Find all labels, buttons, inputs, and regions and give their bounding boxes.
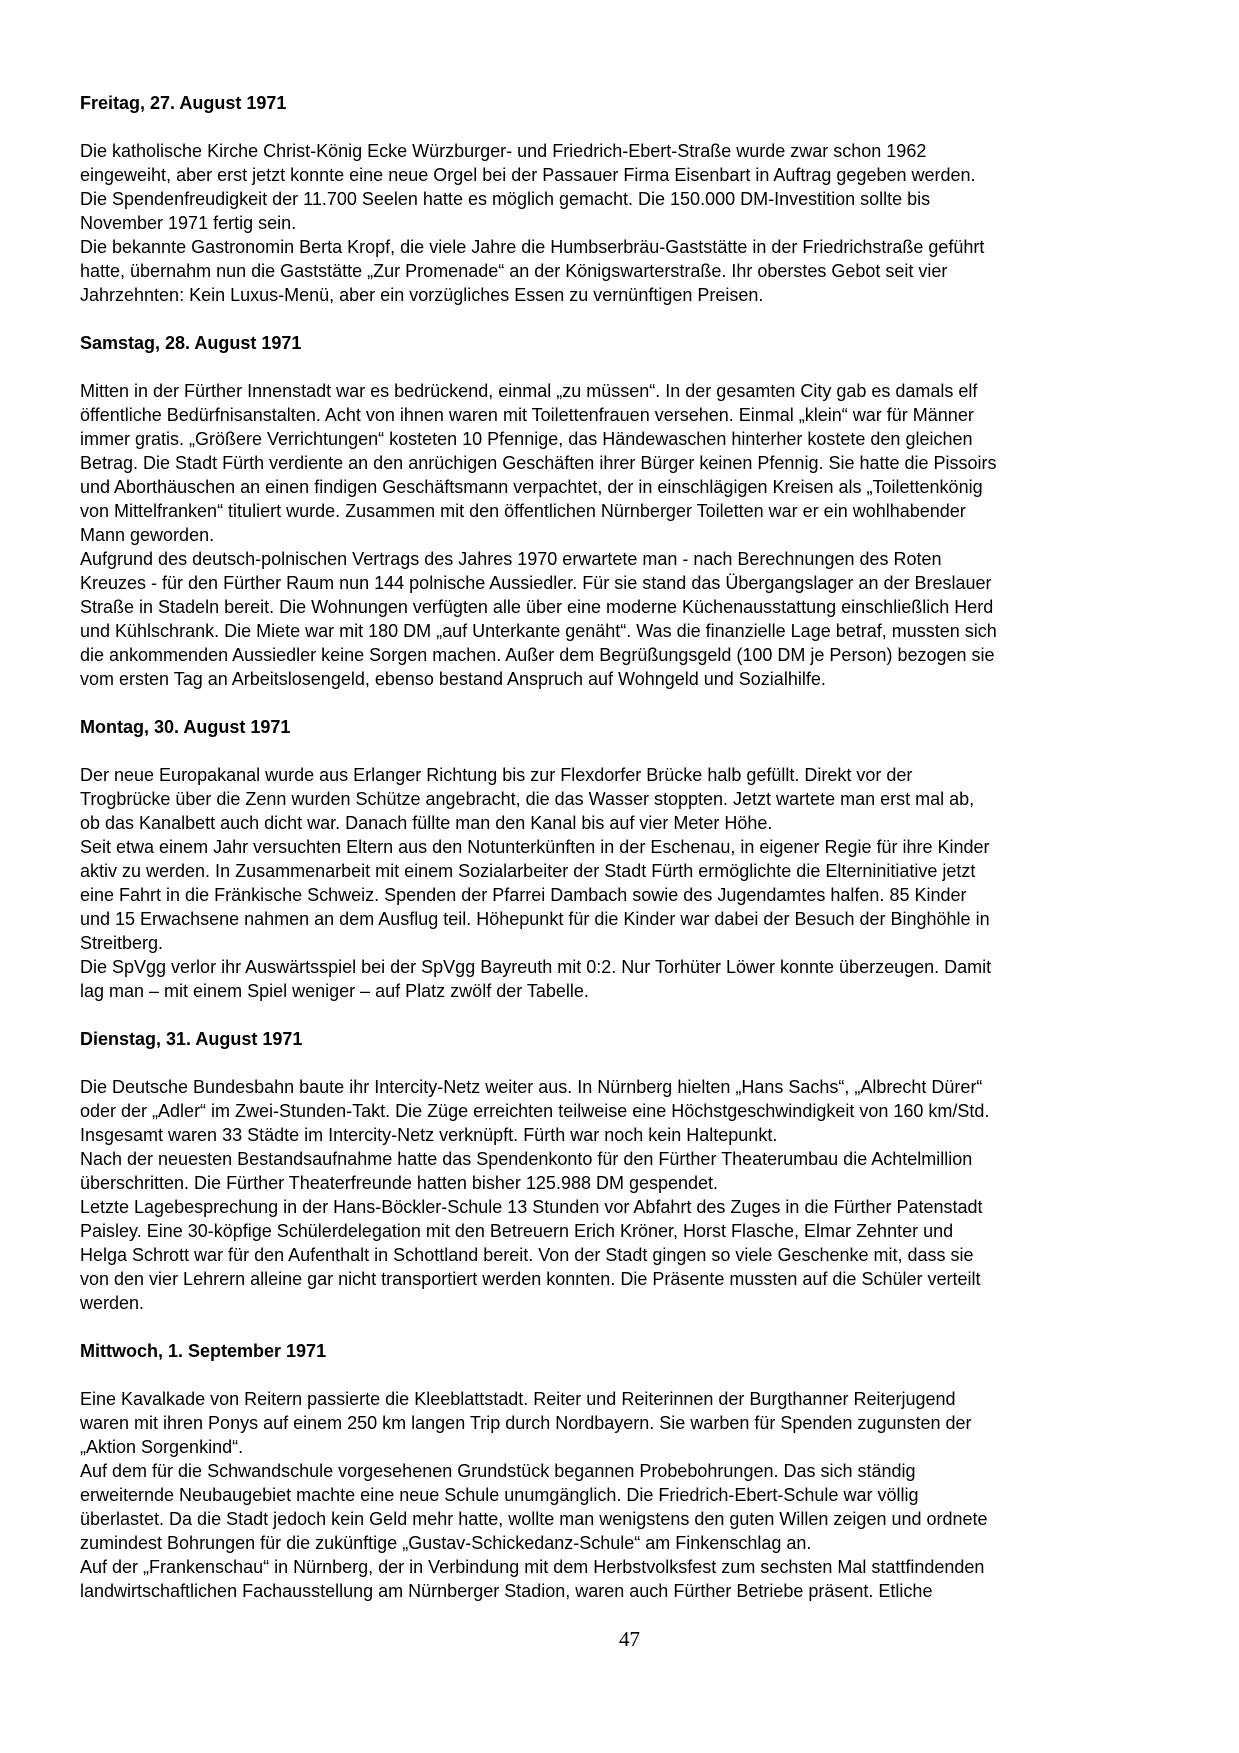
text-line: Insgesamt waren 33 Städte im Intercity-Netz verknüpft. Fürth war noch kein Haltepunkt. bbox=[80, 1125, 778, 1145]
text-line: Helga Schrott war für den Aufenthalt in Schottland bereit. Von der Stadt gingen so viele Geschenke mit, dass sie bbox=[80, 1245, 974, 1265]
section-heading: Samstag, 28. August 1971 bbox=[80, 333, 302, 353]
text-line: ob das Kanalbett auch dicht war. Danach füllte man den Kanal bis auf vier Meter Höhe. bbox=[80, 813, 773, 833]
text-line: Die Spendenfreudigkeit der 11.700 Seelen hatte es möglich gemacht. Die 150.000 DM-Investition sollte bis bbox=[80, 189, 931, 209]
text-line: hatte, übernahm nun die Gaststätte „Zur Promenade“ an der Königswarterstraße. Ihr oberstes Gebot seit vier bbox=[80, 261, 948, 281]
text-line: Eine Kavalkade von Reitern passierte die Kleeblattstadt. Reiter und Reiterinnen der Burgthanner Reiterjugend bbox=[80, 1389, 956, 1409]
text-line: eine Fahrt in die Fränkische Schweiz. Spenden der Pfarrei Dambach sowie des Jugendamtes halfen. 85 Kinder bbox=[80, 885, 967, 905]
text-line: Nach der neuesten Bestandsaufnahme hatte das Spendenkonto für den Fürther Theaterumbau die Achtelmillion bbox=[80, 1149, 973, 1169]
section-heading: Montag, 30. August 1971 bbox=[80, 717, 291, 737]
paragraph bbox=[80, 379, 1179, 691]
text-line: Der neue Europakanal wurde aus Erlanger Richtung bis zur Flexdorfer Brücke halb gefüllt. Direkt vor der bbox=[80, 765, 913, 785]
text-line: und Kühlschrank. Die Miete war mit 180 DM „auf Unterkante genäht“. Was die finanzielle Lage betraf, mussten sich bbox=[80, 621, 997, 641]
text-line: von Mittelfranken“ tituliert wurde. Zusammen mit den öffentlichen Nürnberger Toiletten war er ein wohlhabender bbox=[80, 501, 966, 521]
text-line: Streitberg. bbox=[80, 933, 164, 953]
text-line: Die katholische Kirche Christ-König Ecke Würzburger- und Friedrich-Ebert-Straße wurde zwar schon 1962 bbox=[80, 141, 927, 161]
text-line: landwirtschaftlichen Fachausstellung am Nürnberger Stadion, waren auch Fürther Betriebe präsent. Etliche bbox=[80, 1581, 933, 1601]
section-heading: Dienstag, 31. August 1971 bbox=[80, 1029, 303, 1049]
text-line: Betrag. Die Stadt Fürth verdiente an den anrüchigen Geschäften ihrer Bürger keinen Pfennig. Sie hatte die Pissoirs bbox=[80, 453, 997, 473]
text-line: Kreuzes - für den Fürther Raum nun 144 polnische Aussiedler. Für sie stand das Übergangslager an der Breslauer bbox=[80, 573, 992, 593]
text-line: Mann geworden. bbox=[80, 525, 215, 545]
section-heading: Mittwoch, 1. September 1971 bbox=[80, 1341, 327, 1361]
text-line: überschritten. Die Fürther Theaterfreunde hatten bisher 125.988 DM gespendet. bbox=[80, 1173, 719, 1193]
text-line: von den vier Lehrern alleine gar nicht transportiert werden konnten. Die Präsente mussten auf die Schüler verteilt bbox=[80, 1269, 981, 1289]
text-line: öffentliche Bedürfnisanstalten. Acht von ihnen waren mit Toilettenfrauen versehen. Einmal „klein“ war für Männer bbox=[80, 405, 974, 425]
paragraph bbox=[80, 1387, 1179, 1603]
text-line: Die bekannte Gastronomin Berta Kropf, die viele Jahre die Humbserbräu-Gaststätte in der Friedrichstraße geführt bbox=[80, 237, 985, 257]
text-line: überlastet. Da die Stadt jedoch kein Geld mehr hatte, wollte man wenigstens den guten Willen zeigen und ordnete bbox=[80, 1509, 988, 1529]
paragraph bbox=[80, 763, 1179, 1003]
chronicle-section bbox=[80, 91, 1179, 307]
text-line: Mitten in der Fürther Innenstadt war es bedrückend, einmal „zu müssen“. In der gesamten City gab es damals elf bbox=[80, 381, 978, 401]
text-line: Paisley. Eine 30-köpfige Schülerdelegation mit den Betreuern Erich Kröner, Horst Flasche, Elmar Zehnter und bbox=[80, 1221, 954, 1241]
text-line: und Aborthäuschen an einen findigen Geschäftsmann verpachtet, der in einschlägigen Kreisen als „Toilettenkönig bbox=[80, 477, 983, 497]
text-line: werden. bbox=[80, 1293, 145, 1313]
paragraph bbox=[80, 139, 1179, 307]
text-line: lag man – mit einem Spiel weniger – auf Platz zwölf der Tabelle. bbox=[80, 981, 589, 1001]
text-line: die ankommenden Aussiedler keine Sorgen machen. Außer dem Begrüßungsgeld (100 DM je Person) bezogen sie bbox=[80, 645, 995, 665]
section-heading: Freitag, 27. August 1971 bbox=[80, 93, 287, 113]
text-line: Die Deutsche Bundesbahn baute ihr Intercity-Netz weiter aus. In Nürnberg hielten „Hans Sachs“, „Albrecht Dürer“ bbox=[80, 1077, 983, 1097]
text-line: Aufgrund des deutsch-polnischen Vertrags des Jahres 1970 erwartete man - nach Berechnungen des Roten bbox=[80, 549, 942, 569]
chronicle-section bbox=[80, 1027, 1179, 1315]
paragraph bbox=[80, 1075, 1179, 1315]
text-line: „Aktion Sorgenkind“. bbox=[80, 1437, 244, 1457]
text-line: aktiv zu werden. In Zusammenarbeit mit einem Sozialarbeiter der Stadt Fürth ermöglichte die Elterninitiative jetzt bbox=[80, 861, 976, 881]
chronicle-section bbox=[80, 1339, 1179, 1603]
text-line: Jahrzehnten: Kein Luxus-Menü, aber ein vorzügliches Essen zu vernünftigen Preisen. bbox=[80, 285, 764, 305]
text-line: Trogbrücke über die Zenn wurden Schütze angebracht, die das Wasser stoppten. Jetzt wartete man erst mal ab, bbox=[80, 789, 975, 809]
chronicle-section bbox=[80, 715, 1179, 1003]
text-line: Letzte Lagebesprechung in der Hans-Böckler-Schule 13 Stunden vor Abfahrt des Zuges in die Fürther Patenstadt bbox=[80, 1197, 983, 1217]
text-line: und 15 Erwachsene nahmen an dem Ausflug teil. Höhepunkt für die Kinder war dabei der Besuch der Binghöhle in bbox=[80, 909, 990, 929]
text-line: waren mit ihren Ponys auf einem 250 km langen Trip durch Nordbayern. Sie warben für Spenden zugunsten der bbox=[80, 1413, 972, 1433]
page-number: 47 bbox=[619, 1627, 640, 1651]
document-content bbox=[80, 91, 1179, 1651]
text-line: Straße in Stadeln bereit. Die Wohnungen verfügten alle über eine moderne Küchenausstattung einschließlich Herd bbox=[80, 597, 994, 617]
text-line: erweiternde Neubaugebiet machte eine neue Schule unumgänglich. Die Friedrich-Ebert-Schule war völlig bbox=[80, 1485, 919, 1505]
text-line: eingeweiht, aber erst jetzt konnte eine neue Orgel bei der Passauer Firma Eisenbart in Auftrag gegeben werden. bbox=[80, 165, 976, 185]
text-line: Die SpVgg verlor ihr Auswärtsspiel bei der SpVgg Bayreuth mit 0:2. Nur Torhüter Löwer konnte überzeugen. Damit bbox=[80, 957, 992, 977]
text-line: Auf dem für die Schwandschule vorgesehenen Grundstück begannen Probebohrungen. Das sich ständig bbox=[80, 1461, 916, 1481]
text-line: vom ersten Tag an Arbeitslosengeld, ebenso bestand Anspruch auf Wohngeld und Sozialhilfe. bbox=[80, 669, 826, 689]
text-line: Seit etwa einem Jahr versuchten Eltern aus den Notunterkünften in der Eschenau, in eigener Regie für ihre Kinder bbox=[80, 837, 990, 857]
text-line: zumindest Bohrungen für die zukünftige „Gustav-Schickedanz-Schule“ am Finkenschlag an. bbox=[80, 1533, 812, 1553]
text-line: immer gratis. „Größere Verrichtungen“ kosteten 10 Pfennige, das Händewaschen hinterher kostete den gleichen bbox=[80, 429, 973, 449]
chronicle-section bbox=[80, 331, 1179, 691]
text-line: November 1971 fertig sein. bbox=[80, 213, 297, 233]
text-line: Auf der „Frankenschau“ in Nürnberg, der in Verbindung mit dem Herbstvolksfest zum sechsten Mal stattfindenden bbox=[80, 1557, 985, 1577]
chronicle-sections bbox=[80, 91, 1179, 1603]
text-line: oder der „Adler“ im Zwei-Stunden-Takt. Die Züge erreichten teilweise eine Höchstgeschwindigkeit von 160 km/Std. bbox=[80, 1101, 990, 1121]
